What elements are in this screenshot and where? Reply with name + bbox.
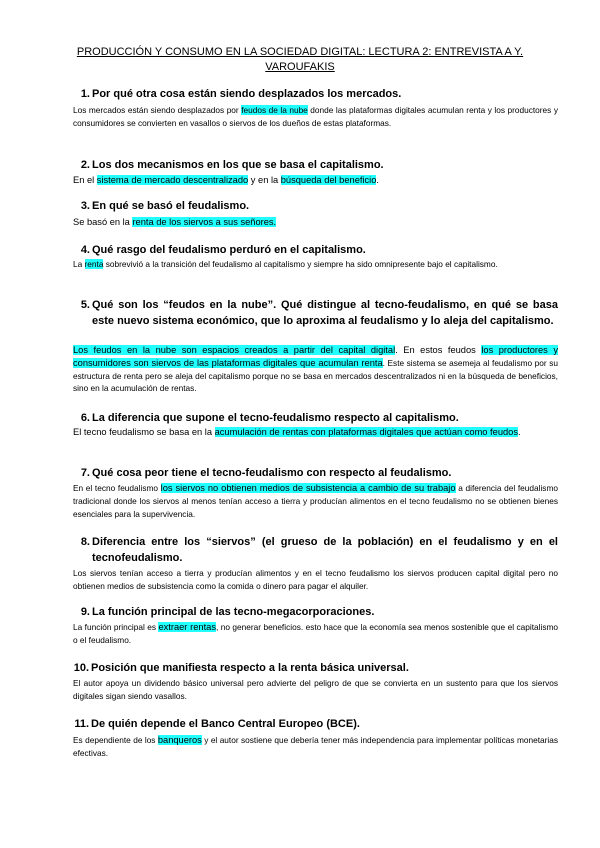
highlight: sistema de mercado descentralizado bbox=[96, 175, 249, 185]
answer-7 bbox=[73, 482, 558, 521]
answer-text: . En estos feudos bbox=[395, 345, 482, 355]
answer-text: Es dependiente de los bbox=[73, 735, 158, 745]
answer-11 bbox=[73, 734, 558, 760]
highlight: acumulación de rentas con plataformas digitales que actúan como feudos bbox=[214, 427, 518, 437]
question-8 bbox=[80, 534, 558, 566]
answer-text: a diferencia del feudalismo tradicional donde los siervos al menos tenían acceso a tierra y producían alimentos en el tecno feudalismo no se obtienen bienes esenciales para la supervivencia. bbox=[73, 483, 558, 519]
answer-6 bbox=[73, 426, 558, 439]
answer-text: Se basó en la bbox=[73, 217, 133, 227]
answer-text: y el autor sostiene que debería tener más independencia para implementar políticas monetarias efectivas. bbox=[73, 735, 558, 758]
question-7 bbox=[80, 465, 558, 481]
question-number: 5. bbox=[80, 299, 90, 311]
answer-text: , no generar beneficios. esto hace que la economía sea menos sostenible que el capitalismo o el feudalismo. bbox=[73, 622, 559, 645]
question-text: Qué cosa peor tiene el tecno-feudalismo con respecto al feudalismo. bbox=[92, 467, 452, 479]
answer-text: La bbox=[73, 259, 85, 269]
question-text: Diferencia entre los “siervos” (el grueso de la población) en el feudalismo y en el tecnofeudalismo. bbox=[92, 536, 558, 564]
question-number: 8. bbox=[80, 536, 90, 548]
question-number: 6. bbox=[80, 412, 90, 424]
highlight: Los feudos en la nube son espacios creados a partir del capital digital bbox=[73, 345, 396, 355]
question-text: Posición que manifiesta respecto a la renta básica universal. bbox=[91, 662, 409, 674]
highlight: los productores y consumidores son siervos de las plataformas digitales que acumulan renta bbox=[73, 345, 559, 368]
question-10 bbox=[73, 660, 557, 676]
answer-text: . Este sistema se asemeja al feudalismo por su estructura de renta pero se aleja del capitalismo porque no se basa en mercados descentralizados ni en la búsqueda de beneficios, sino en la acumulación de rentas. bbox=[73, 357, 558, 394]
question-6 bbox=[80, 410, 558, 426]
question-3 bbox=[80, 198, 558, 214]
answer-text: El autor apoya un dividendo básico universal pero advierte del peligro de que se convierta en un sustento para que los siervos digitales sigan siendo vasallos. bbox=[73, 678, 558, 701]
highlight: feudos de la nube bbox=[241, 105, 308, 115]
answer-text: . bbox=[517, 427, 521, 437]
question-text: La diferencia que supone el tecno-feudalismo respecto al capitalismo. bbox=[92, 412, 459, 424]
answer-1 bbox=[73, 104, 558, 130]
question-number: 11. bbox=[74, 718, 89, 730]
answer-text: Los mercados están siendo desplazados por bbox=[73, 105, 242, 115]
question-number: 10. bbox=[73, 662, 89, 674]
answer-5 bbox=[73, 344, 558, 395]
answer-8 bbox=[73, 567, 558, 593]
question-4 bbox=[80, 242, 558, 258]
question-number: 7. bbox=[80, 467, 90, 479]
highlight: búsqueda del beneficio bbox=[280, 175, 377, 185]
question-number: 1. bbox=[80, 88, 90, 100]
question-text: Por qué otra cosa están siendo desplazados los mercados. bbox=[92, 88, 402, 100]
answer-text: sobrevivió a la transición del feudalismo al capitalismo y siempre ha sido omnipresente bajo el capitalismo. bbox=[103, 259, 498, 269]
question-2 bbox=[80, 157, 558, 173]
question-text: En qué se basó el feudalismo. bbox=[92, 200, 250, 212]
answer-text: En el tecno feudalismo bbox=[73, 483, 161, 493]
answer-2 bbox=[73, 174, 558, 187]
question-text: De quién depende el Banco Central Europeo (BCE). bbox=[91, 718, 360, 730]
answer-3 bbox=[73, 216, 558, 229]
question-number: 2. bbox=[80, 159, 90, 171]
question-9 bbox=[80, 604, 558, 620]
answer-text: Los siervos tenían acceso a tierra y producían alimentos y en el tecno feudalismo los siervos producen capital digital pero no obtienen medios de subsistencia como la comida o dinero para pagar el alquiler. bbox=[73, 568, 558, 591]
question-number: 4. bbox=[80, 244, 90, 256]
question-11 bbox=[74, 716, 557, 732]
answer-text: y en la bbox=[248, 175, 281, 185]
highlight: renta bbox=[84, 259, 104, 269]
document-title: PRODUCCIÓN Y CONSUMO EN LA SOCIEDAD DIGITAL: LECTURA 2: ENTREVISTA A Y. VAROUFAKIS bbox=[76, 46, 524, 73]
question-text: Los dos mecanismos en los que se basa el capitalismo. bbox=[92, 159, 384, 171]
highlight: extraer rentas bbox=[158, 622, 216, 632]
answer-text: La función principal es bbox=[73, 622, 159, 632]
answer-text: En el bbox=[73, 175, 97, 185]
answer-text: . bbox=[376, 175, 379, 185]
highlight: renta de los siervos a sus señores. bbox=[132, 217, 277, 227]
answer-text: donde las plataformas digitales acumulan renta y los productores y consumidores se convierten en vasallos o siervos de los dueños de estas plataformas. bbox=[73, 105, 558, 128]
answer-text: El tecno feudalismo se basa en la bbox=[73, 427, 215, 437]
highlight: banqueros bbox=[157, 735, 202, 745]
answer-4 bbox=[73, 258, 558, 271]
question-text: La función principal de las tecno-megacorporaciones. bbox=[92, 606, 375, 618]
question-text: Qué son los “feudos en la nube”. Qué distingue al tecno-feudalismo, en qué se basa este nuevo sistema económico, que lo aproxima al feudalismo y lo aleja del capitalismo. bbox=[92, 299, 558, 327]
question-5 bbox=[80, 297, 558, 329]
highlight: los siervos no obtienen medios de subsistencia a cambio de su trabajo bbox=[160, 483, 456, 493]
question-1 bbox=[80, 86, 558, 102]
question-text: Qué rasgo del feudalismo perduró en el capitalismo. bbox=[92, 244, 366, 256]
answer-10 bbox=[73, 677, 558, 703]
question-number: 3. bbox=[80, 200, 90, 212]
question-number: 9. bbox=[80, 606, 90, 618]
answer-9 bbox=[73, 621, 558, 647]
